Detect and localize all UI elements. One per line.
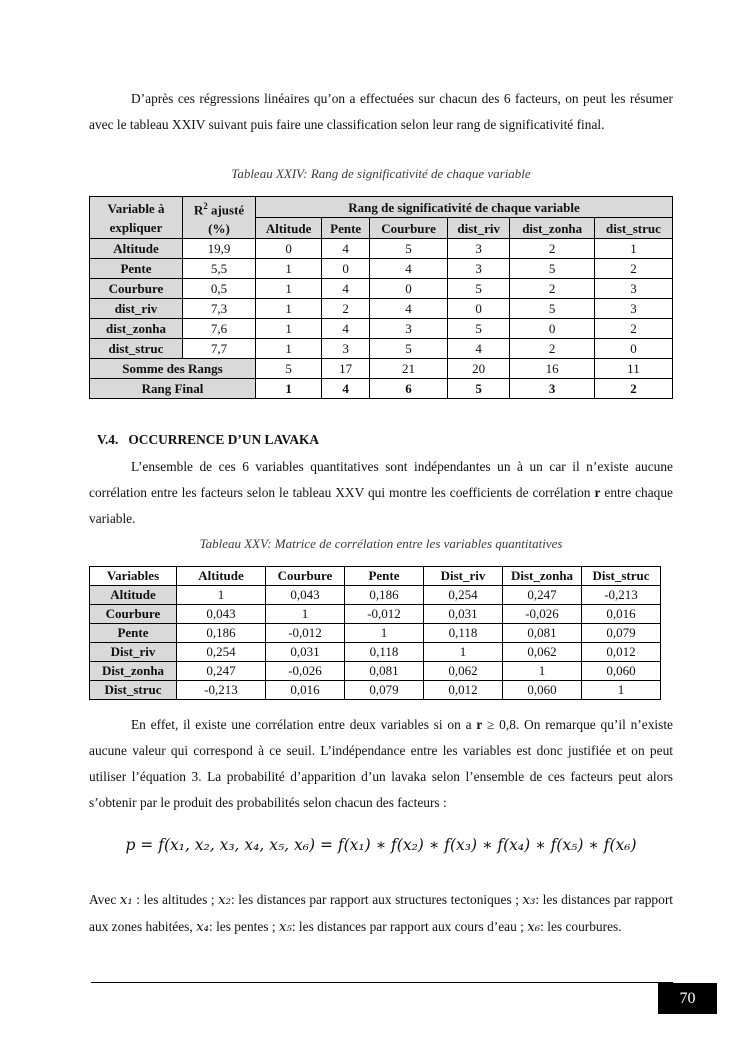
table-row xyxy=(90,299,673,319)
section-heading: V.4. OCCURRENCE D’UN LAVAKA xyxy=(97,432,320,447)
rank-cell: 5 xyxy=(447,319,510,339)
table-row xyxy=(90,662,661,681)
independence-paragraph: L’ensemble de ces 6 variables quantitatives sont indépendantes un à un car il n’existe aucune corrélation entre les facteurs selon le tableau XXV qui montre les coefficients de corrélation r entre chaque variable. xyxy=(89,459,674,526)
final-rank-cell: 6 xyxy=(370,379,448,399)
rank-cell: 0 xyxy=(322,259,370,279)
rank-cell: 3 xyxy=(447,239,510,259)
r2-cell: 7,6 xyxy=(183,319,256,339)
correlation-cell: 0,079 xyxy=(345,681,424,700)
rank-cell: 2 xyxy=(322,299,370,319)
threshold-paragraph: En effet, il existe une corrélation entre deux variables si on a r ≥ 0,8. On remarque qu’il n’existe aucune valeur qui correspond à ce seuil. L’indépendance entre les variables est donc justifiée et on peut utiliser l’équation 3. La probabilité d’apparition d’un lavaka selon l’ensemble de ces facteurs peut alors s’obtenir par le produit des probabilités selon chacun des facteurs : xyxy=(89,717,674,810)
rank-cell: 5 xyxy=(370,339,448,359)
column-header: Courbure xyxy=(266,567,345,586)
correlation-cell: 0,012 xyxy=(582,643,661,662)
table-header-row xyxy=(90,567,661,586)
sum-row xyxy=(90,359,673,379)
table-row xyxy=(90,339,673,359)
correlation-cell: 0,247 xyxy=(503,586,582,605)
row-label: Courbure xyxy=(90,605,177,624)
row-label: Courbure xyxy=(90,279,183,299)
rank-cell: 4 xyxy=(322,319,370,339)
correlation-cell: 0,081 xyxy=(503,624,582,643)
rank-cell: 3 xyxy=(370,319,448,339)
row-label: Dist_riv xyxy=(90,643,177,662)
rank-cell: 2 xyxy=(510,239,594,259)
rank-cell: 4 xyxy=(370,299,448,319)
table-row xyxy=(90,605,661,624)
page-number: 70 xyxy=(658,983,717,1014)
table1-caption: Tableau XXIV: Rang de significativité de chaque variable xyxy=(231,166,531,181)
correlation-cell: -0,012 xyxy=(345,605,424,624)
sum-cell: 21 xyxy=(370,359,448,379)
correlation-cell: 0,043 xyxy=(266,586,345,605)
rank-cell: 4 xyxy=(370,259,448,279)
correlation-cell: 0,031 xyxy=(424,605,503,624)
rank-cell: 5 xyxy=(510,259,594,279)
rank-cell: 3 xyxy=(594,299,672,319)
sum-cell: 5 xyxy=(256,359,322,379)
table-row xyxy=(90,279,673,299)
header-variable: Variable à expliquer xyxy=(90,197,183,239)
table-row xyxy=(90,586,661,605)
row-label: Pente xyxy=(90,624,177,643)
header-r2: $R^2$ ajusté (%) xyxy=(183,197,256,239)
rank-cell: 0 xyxy=(510,319,594,339)
r2-cell: 19,9 xyxy=(183,239,256,259)
column-header: Altitude xyxy=(177,567,266,586)
column-header: dist_zonha xyxy=(510,218,594,239)
footer-rule xyxy=(91,982,673,983)
r2-cell: 7,3 xyxy=(183,299,256,319)
rank-cell: 5 xyxy=(447,279,510,299)
column-header: dist_struc xyxy=(594,218,672,239)
rank-cell: 1 xyxy=(256,299,322,319)
column-header: Dist_struc xyxy=(582,567,661,586)
rank-cell: 3 xyxy=(322,339,370,359)
correlation-cell: 0,060 xyxy=(503,681,582,700)
correlation-cell: 0,016 xyxy=(266,681,345,700)
column-header: Pente xyxy=(345,567,424,586)
final-rank-cell: 4 xyxy=(322,379,370,399)
final-rank-cell: 3 xyxy=(510,379,594,399)
column-header: Dist_riv xyxy=(424,567,503,586)
row-label: Dist_struc xyxy=(90,681,177,700)
correlation-cell: -0,026 xyxy=(266,662,345,681)
row-label: dist_struc xyxy=(90,339,183,359)
table-row xyxy=(90,624,661,643)
rank-cell: 1 xyxy=(256,279,322,299)
final-rank-cell: 2 xyxy=(594,379,672,399)
rank-cell: 2 xyxy=(510,339,594,359)
row-label: dist_zonha xyxy=(90,319,183,339)
header-rank-group: Rang de significativité de chaque variable xyxy=(256,197,673,218)
correlation-matrix-table xyxy=(89,566,661,700)
correlation-cell: 0,186 xyxy=(177,624,266,643)
correlation-cell: 0,254 xyxy=(424,586,503,605)
row-label: dist_riv xyxy=(90,299,183,319)
rank-cell: 3 xyxy=(594,279,672,299)
rank-cell: 2 xyxy=(594,319,672,339)
intro-paragraph: D’après ces régressions linéaires qu’on a effectuées sur chacun des 6 facteurs, on peut les résumer avec le tableau XXIV suivant puis faire une classification selon leur rang de significativité final. xyxy=(89,91,673,132)
row-label: Altitude xyxy=(90,586,177,605)
row-label: Altitude xyxy=(90,239,183,259)
column-header: Altitude xyxy=(256,218,322,239)
sum-cell: 20 xyxy=(447,359,510,379)
rank-cell: 4 xyxy=(447,339,510,359)
final-rank-cell: 5 xyxy=(447,379,510,399)
correlation-cell: 0,118 xyxy=(345,643,424,662)
variables-legend: Avec x₁ : les altitudes ; x₂: les distances par rapport aux structures tectoniques ; x₃: les distances par rapport aux zones habitées, x₄: les pentes ; x₅: les distances par rapport aux cours d’eau ; x₆: les courbures. xyxy=(89,892,673,935)
table-row xyxy=(90,681,661,700)
rank-cell: 1 xyxy=(256,259,322,279)
correlation-cell: -0,213 xyxy=(177,681,266,700)
correlation-cell: 1 xyxy=(503,662,582,681)
correlation-cell: 0,012 xyxy=(424,681,503,700)
final-rank-cell: 1 xyxy=(256,379,322,399)
correlation-cell: 1 xyxy=(345,624,424,643)
rank-cell: 5 xyxy=(370,239,448,259)
correlation-cell: 0,060 xyxy=(582,662,661,681)
column-header: Variables xyxy=(90,567,177,586)
correlation-cell: 0,062 xyxy=(503,643,582,662)
sum-cell: 16 xyxy=(510,359,594,379)
rank-cell: 0 xyxy=(256,239,322,259)
rank-cell: 4 xyxy=(322,239,370,259)
r2-cell: 0,5 xyxy=(183,279,256,299)
rank-cell: 2 xyxy=(510,279,594,299)
column-header: Pente xyxy=(322,218,370,239)
table-row xyxy=(90,259,673,279)
table-row xyxy=(90,319,673,339)
row-label: Pente xyxy=(90,259,183,279)
correlation-cell: 0,079 xyxy=(582,624,661,643)
correlation-cell: 0,062 xyxy=(424,662,503,681)
table-row xyxy=(90,643,661,662)
sum-label: Somme des Rangs xyxy=(90,359,256,379)
column-header: Dist_zonha xyxy=(503,567,582,586)
correlation-cell: 0,031 xyxy=(266,643,345,662)
rank-cell: 4 xyxy=(322,279,370,299)
rank-cell: 0 xyxy=(594,339,672,359)
correlation-cell: 0,016 xyxy=(582,605,661,624)
rank-cell: 1 xyxy=(256,339,322,359)
row-label: Dist_zonha xyxy=(90,662,177,681)
rank-cell: 2 xyxy=(594,259,672,279)
correlation-cell: 0,118 xyxy=(424,624,503,643)
table-header-row xyxy=(90,197,673,218)
significance-rank-table xyxy=(89,196,673,399)
rank-cell: 1 xyxy=(256,319,322,339)
correlation-cell: 1 xyxy=(582,681,661,700)
rank-cell: 0 xyxy=(447,299,510,319)
r2-cell: 7,7 xyxy=(183,339,256,359)
rank-cell: 3 xyxy=(447,259,510,279)
rank-cell: 5 xyxy=(510,299,594,319)
correlation-cell: 1 xyxy=(424,643,503,662)
correlation-cell: 0,247 xyxy=(177,662,266,681)
correlation-cell: 1 xyxy=(177,586,266,605)
correlation-cell: 0,186 xyxy=(345,586,424,605)
correlation-cell: 1 xyxy=(266,605,345,624)
final-label: Rang Final xyxy=(90,379,256,399)
rank-cell: 0 xyxy=(370,279,448,299)
table-row xyxy=(90,239,673,259)
correlation-cell: -0,026 xyxy=(503,605,582,624)
r2-cell: 5,5 xyxy=(183,259,256,279)
table2-caption: Tableau XXV: Matrice de corrélation entre les variables quantitatives xyxy=(199,536,563,551)
probability-formula: p = f(x₁, x₂, x₃, x₄, x₅, x₆) = f(x₁) ∗ f(x₂) ∗ f(x₃) ∗ f(x₄) ∗ f(x₅) ∗ f(x₆) xyxy=(125,836,637,854)
correlation-cell: -0,012 xyxy=(266,624,345,643)
sum-cell: 17 xyxy=(322,359,370,379)
rank-cell: 1 xyxy=(594,239,672,259)
sum-cell: 11 xyxy=(594,359,672,379)
final-rank-row xyxy=(90,379,673,399)
column-header: Courbure xyxy=(370,218,448,239)
column-header: dist_riv xyxy=(447,218,510,239)
correlation-cell: 0,254 xyxy=(177,643,266,662)
correlation-cell: 0,081 xyxy=(345,662,424,681)
correlation-cell: 0,043 xyxy=(177,605,266,624)
correlation-cell: -0,213 xyxy=(582,586,661,605)
